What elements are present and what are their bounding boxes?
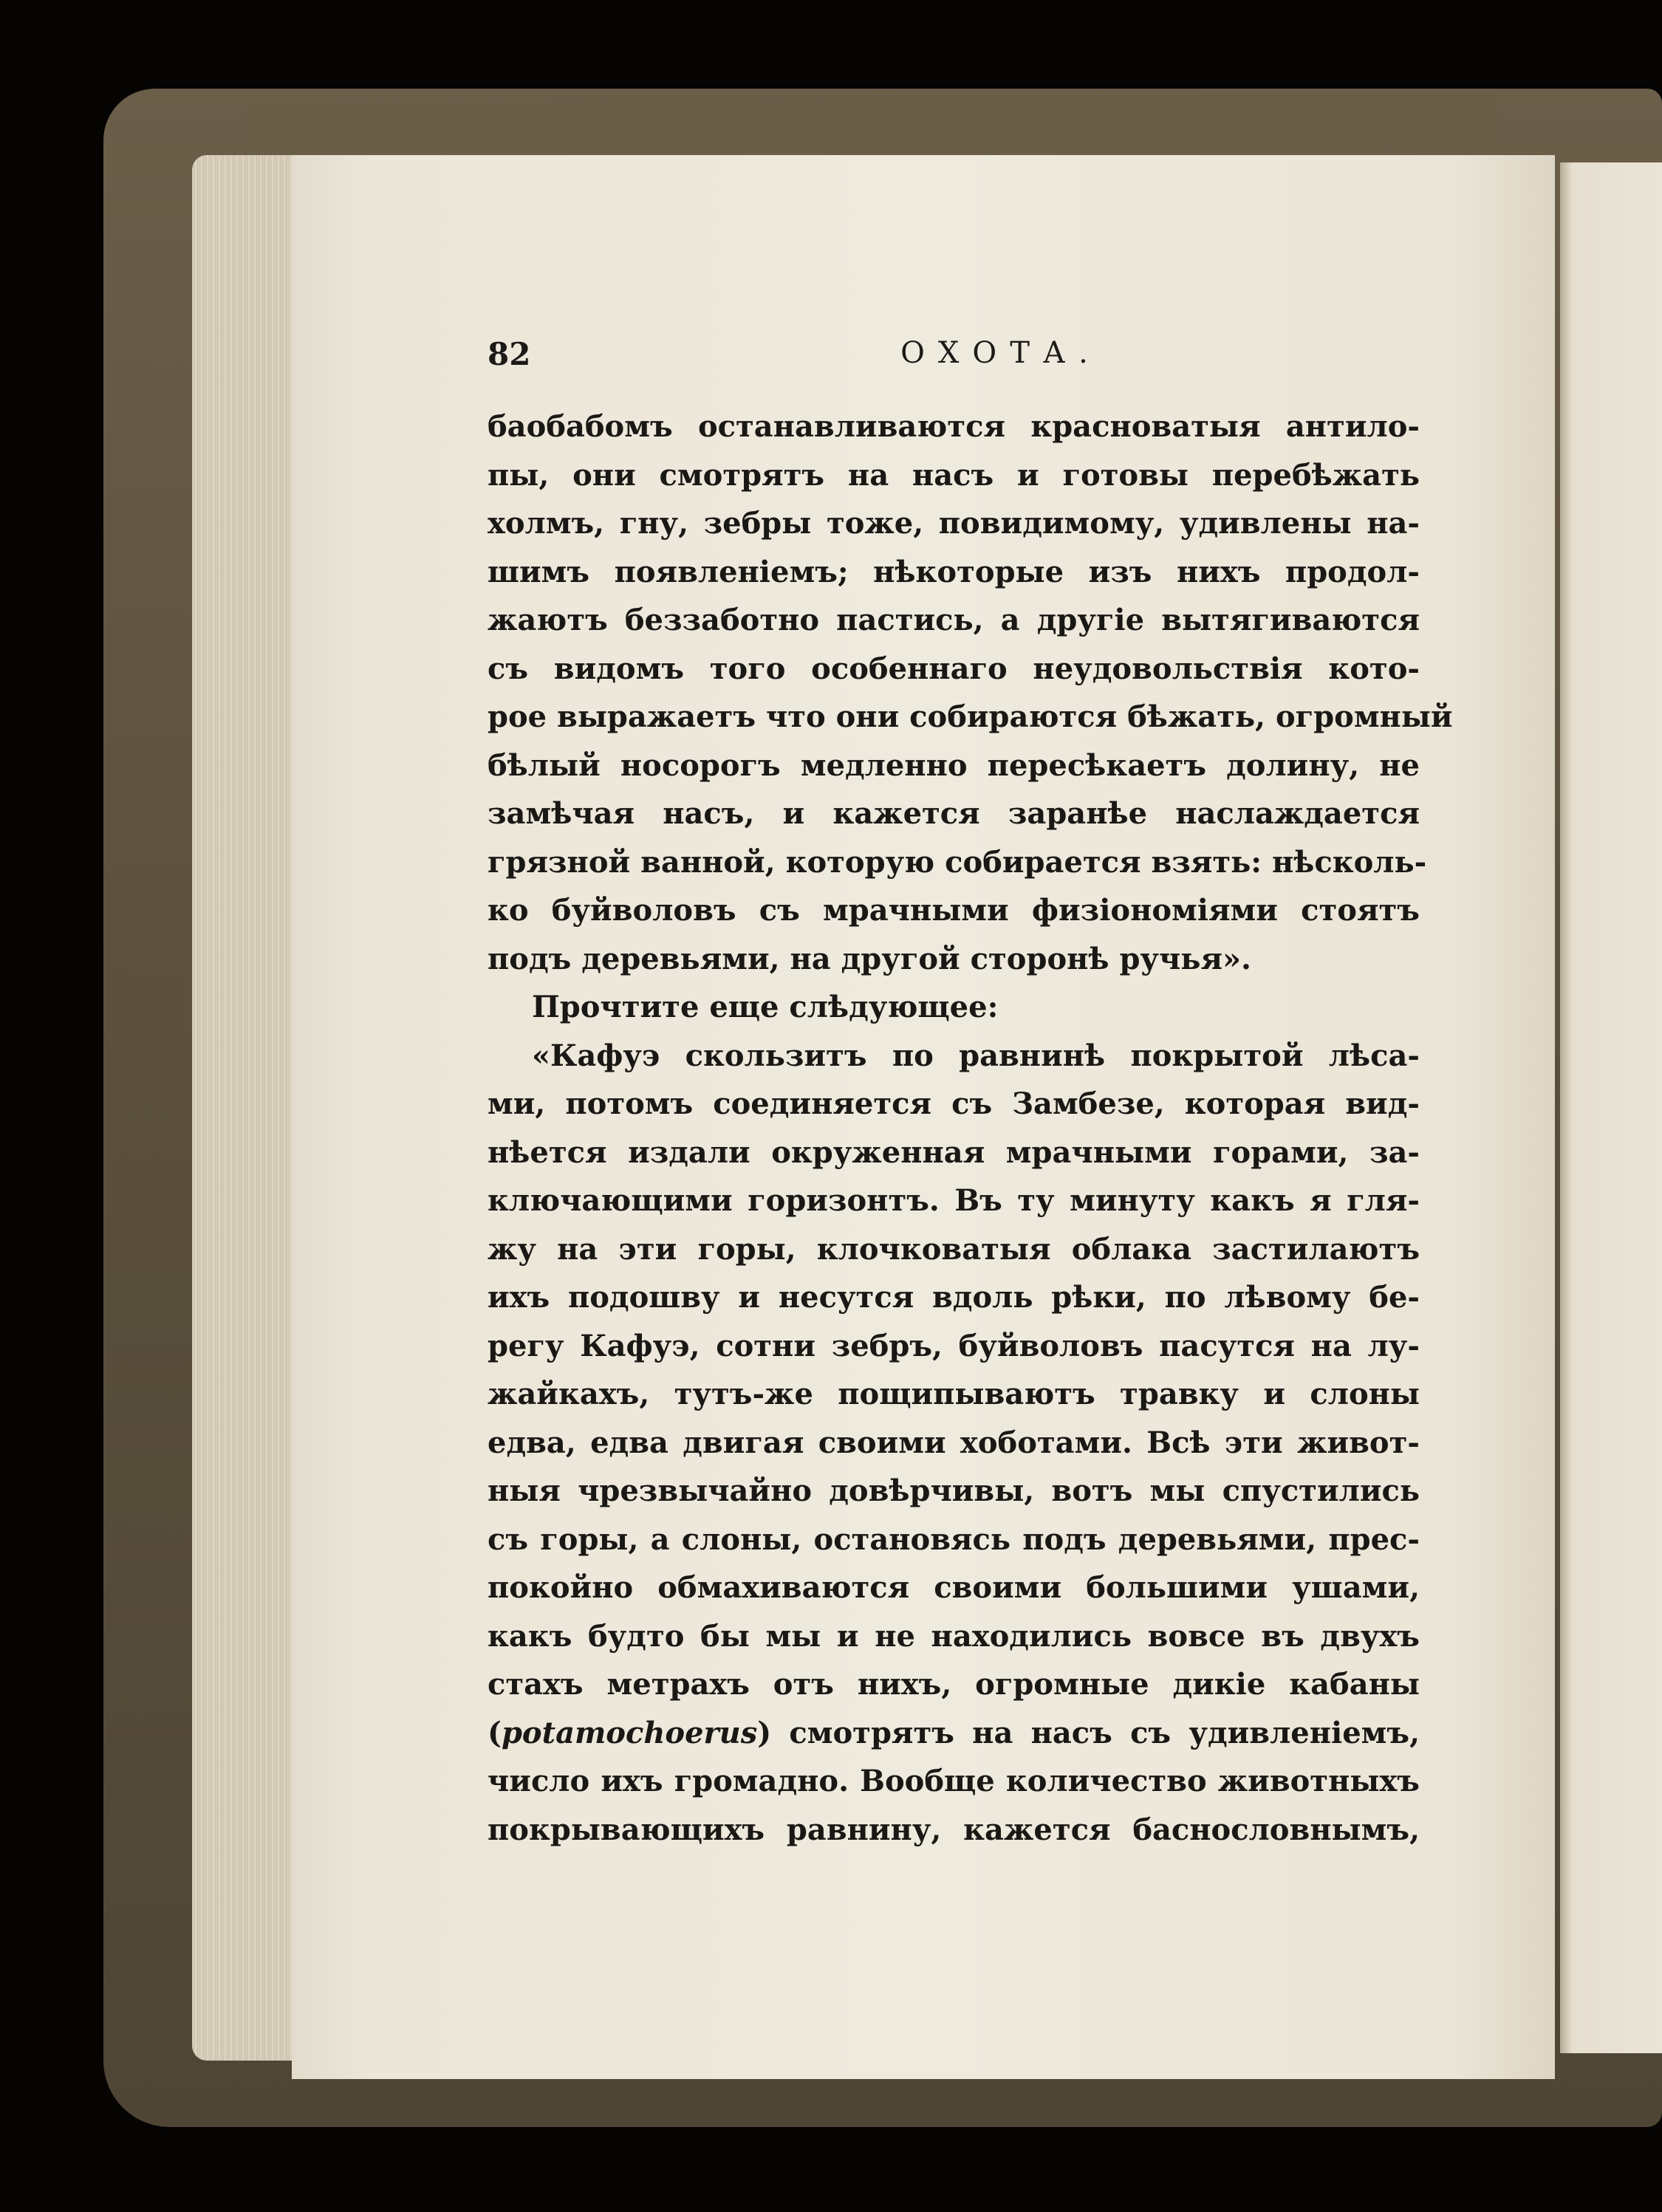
text-line: жу на эти горы, клочковатыя облака застилаютъ	[488, 1231, 1420, 1267]
text-line: едва, едва двигая своими хоботами. Всѣ эти живот-	[488, 1425, 1420, 1460]
cover-top-edge	[244, 92, 1499, 160]
text-line: покойно обмахиваются своими большими ушами,	[488, 1570, 1420, 1605]
line-rest: ) смотрятъ на насъ съ удивленіемъ,	[757, 1715, 1420, 1750]
text-line: покрывающихъ равнину, кажется баснословнымъ,	[488, 1812, 1420, 1847]
text-line: бѣлый носорогъ медленно пересѣкаетъ долину, не	[488, 747, 1420, 783]
text-line: ко буйволовъ съ мрачными физіономіями стоятъ	[488, 893, 1420, 928]
text-line: подъ деревьями, на другой сторонѣ ручья».	[488, 941, 1251, 976]
page-header	[488, 336, 1418, 388]
body-text	[488, 403, 1453, 1854]
page-number: 82	[488, 336, 531, 372]
text-line: регу Кафуэ, сотни зебръ, буйволовъ пасутся на лу-	[488, 1328, 1420, 1363]
text-line: съ горы, а слоны, остановясь подъ деревьями, прес-	[488, 1521, 1420, 1557]
text-line: пы, они смотрятъ на насъ и готовы перебѣжать	[488, 457, 1420, 493]
text-line: жаютъ беззаботно пастись, а другіе вытягиваются	[488, 603, 1420, 637]
text-line: нѣется издали окруженная мрачными горами, за-	[488, 1134, 1420, 1170]
text-line: замѣчая насъ, и кажется заранѣе наслаждается	[488, 796, 1420, 831]
text-line: ныя чрезвычайно довѣрчивы, вотъ мы спустились	[488, 1473, 1420, 1508]
text-line: ключающими горизонтъ. Въ ту минуту какъ я гля-	[488, 1183, 1420, 1218]
running-title: ОХОТА.	[900, 336, 1101, 370]
text-line: Прочтите еще слѣдующее:	[532, 990, 999, 1024]
open-paren: (	[488, 1715, 502, 1750]
latin-term: potamochoerus	[501, 1715, 758, 1750]
text-line: число ихъ громадно. Вообще количество животныхъ	[488, 1764, 1420, 1798]
page-edges	[192, 155, 303, 2061]
text-line: баобабомъ останавливаются красноватыя антило-	[488, 409, 1420, 444]
text-line: рое выражаетъ что они собираются бѣжать, огромный	[488, 699, 1453, 734]
text-line: грязной ванной, которую собирается взять: нѣсколь-	[488, 844, 1427, 880]
text-line: стахъ метрахъ отъ нихъ, огромные дикіе кабаны	[488, 1667, 1420, 1702]
text-line: «Кафуэ скользитъ по равнинѣ покрытой лѣса-	[532, 1038, 1420, 1073]
text-line: холмъ, гну, зебры тоже, повидимому, удивлены на-	[488, 506, 1420, 541]
text-line: жайкахъ, тутъ-же пощипываютъ травку и слоны	[488, 1377, 1420, 1411]
text-line: съ видомъ того особеннаго неудовольствія кото-	[488, 651, 1420, 686]
text-line: какъ будто бы мы и не находились вовсе въ двухъ	[488, 1618, 1420, 1654]
adjacent-page-edge	[1560, 162, 1662, 2053]
text-line: ми, потомъ соединяется съ Замбезе, которая вид-	[488, 1086, 1420, 1121]
text-line-latin	[488, 1709, 1420, 1758]
text-line: шимъ появленіемъ; нѣкоторые изъ нихъ продол-	[488, 554, 1420, 589]
text-line: ихъ подошву и несутся вдоль рѣки, по лѣвому бе-	[488, 1280, 1420, 1315]
